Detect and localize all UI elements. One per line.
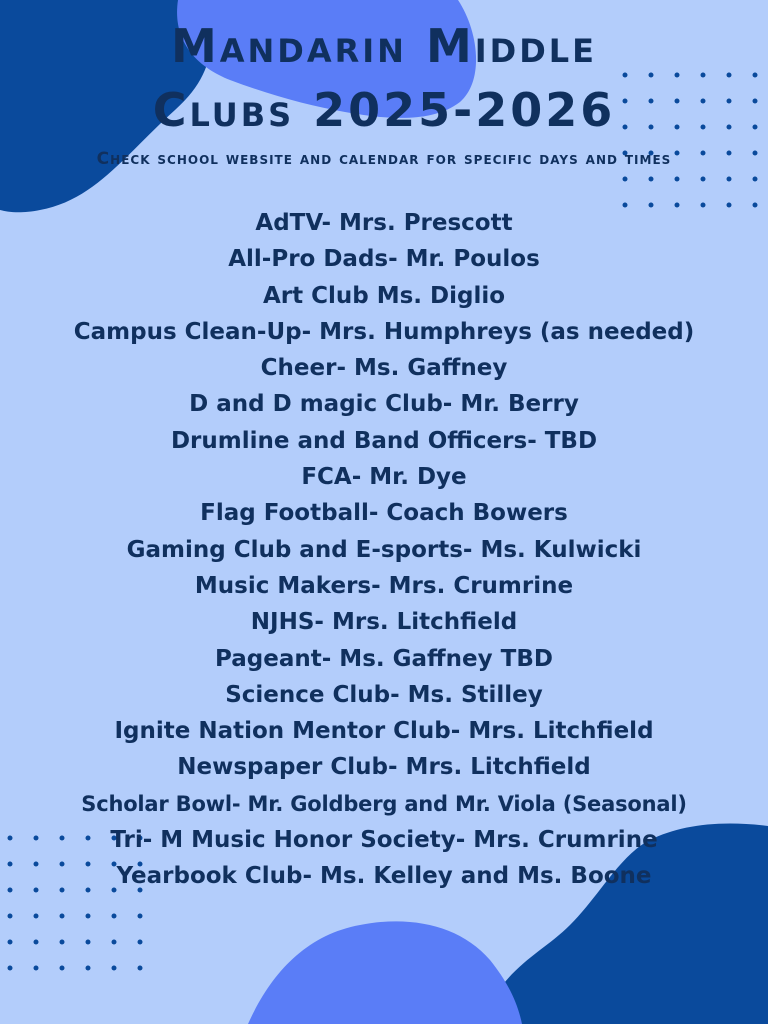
list-item: D and D magic Club- Mr. Berry — [189, 391, 579, 418]
list-item: Ignite Nation Mentor Club- Mrs. Litchfield — [114, 718, 654, 745]
list-item: Newspaper Club- Mrs. Litchfield — [177, 754, 591, 781]
list-item: Yearbook Club- Ms. Kelley and Ms. Boone — [116, 863, 652, 890]
list-item: NJHS- Mrs. Litchfield — [250, 609, 518, 636]
list-item: AdTV- Mrs. Prescott — [255, 210, 513, 236]
list-item: Tri- M Music Honor Society- Mrs. Crumrine — [110, 827, 658, 854]
list-item: Scholar Bowl- Mr. Goldberg and Mr. Viola (Seasonal) — [81, 791, 687, 816]
list-item: Campus Clean-Up- Mrs. Humphreys (as needed) — [73, 318, 695, 345]
list-item: Drumline and Band Officers- TBD — [170, 427, 598, 454]
list-item: All-Pro Dads- Mr. Poulos — [228, 246, 540, 273]
page-title-line-2: Clubs 2025-2026 — [152, 83, 616, 137]
list-item: Music Makers- Mrs. Crumrine — [194, 572, 574, 599]
club-list — [0, 205, 768, 895]
bright-blob-bottom — [248, 921, 522, 1024]
list-item: Flag Football- Coach Bowers — [200, 500, 568, 527]
list-item: FCA- Mr. Dye — [301, 464, 467, 491]
list-item: Pageant- Ms. Gaffney TBD — [215, 645, 553, 672]
list-item: Science Club- Ms. Stilley — [225, 681, 543, 708]
list-item: Gaming Club and E-sports- Ms. Kulwicki — [126, 536, 642, 563]
page-title-line-1: Mandarin Middle — [170, 19, 598, 73]
subtitle: Check school website and calendar for specific days and times — [96, 149, 672, 169]
list-item: Cheer- Ms. Gaffney — [260, 355, 508, 382]
list-item: Art Club Ms. Diglio — [262, 282, 506, 309]
